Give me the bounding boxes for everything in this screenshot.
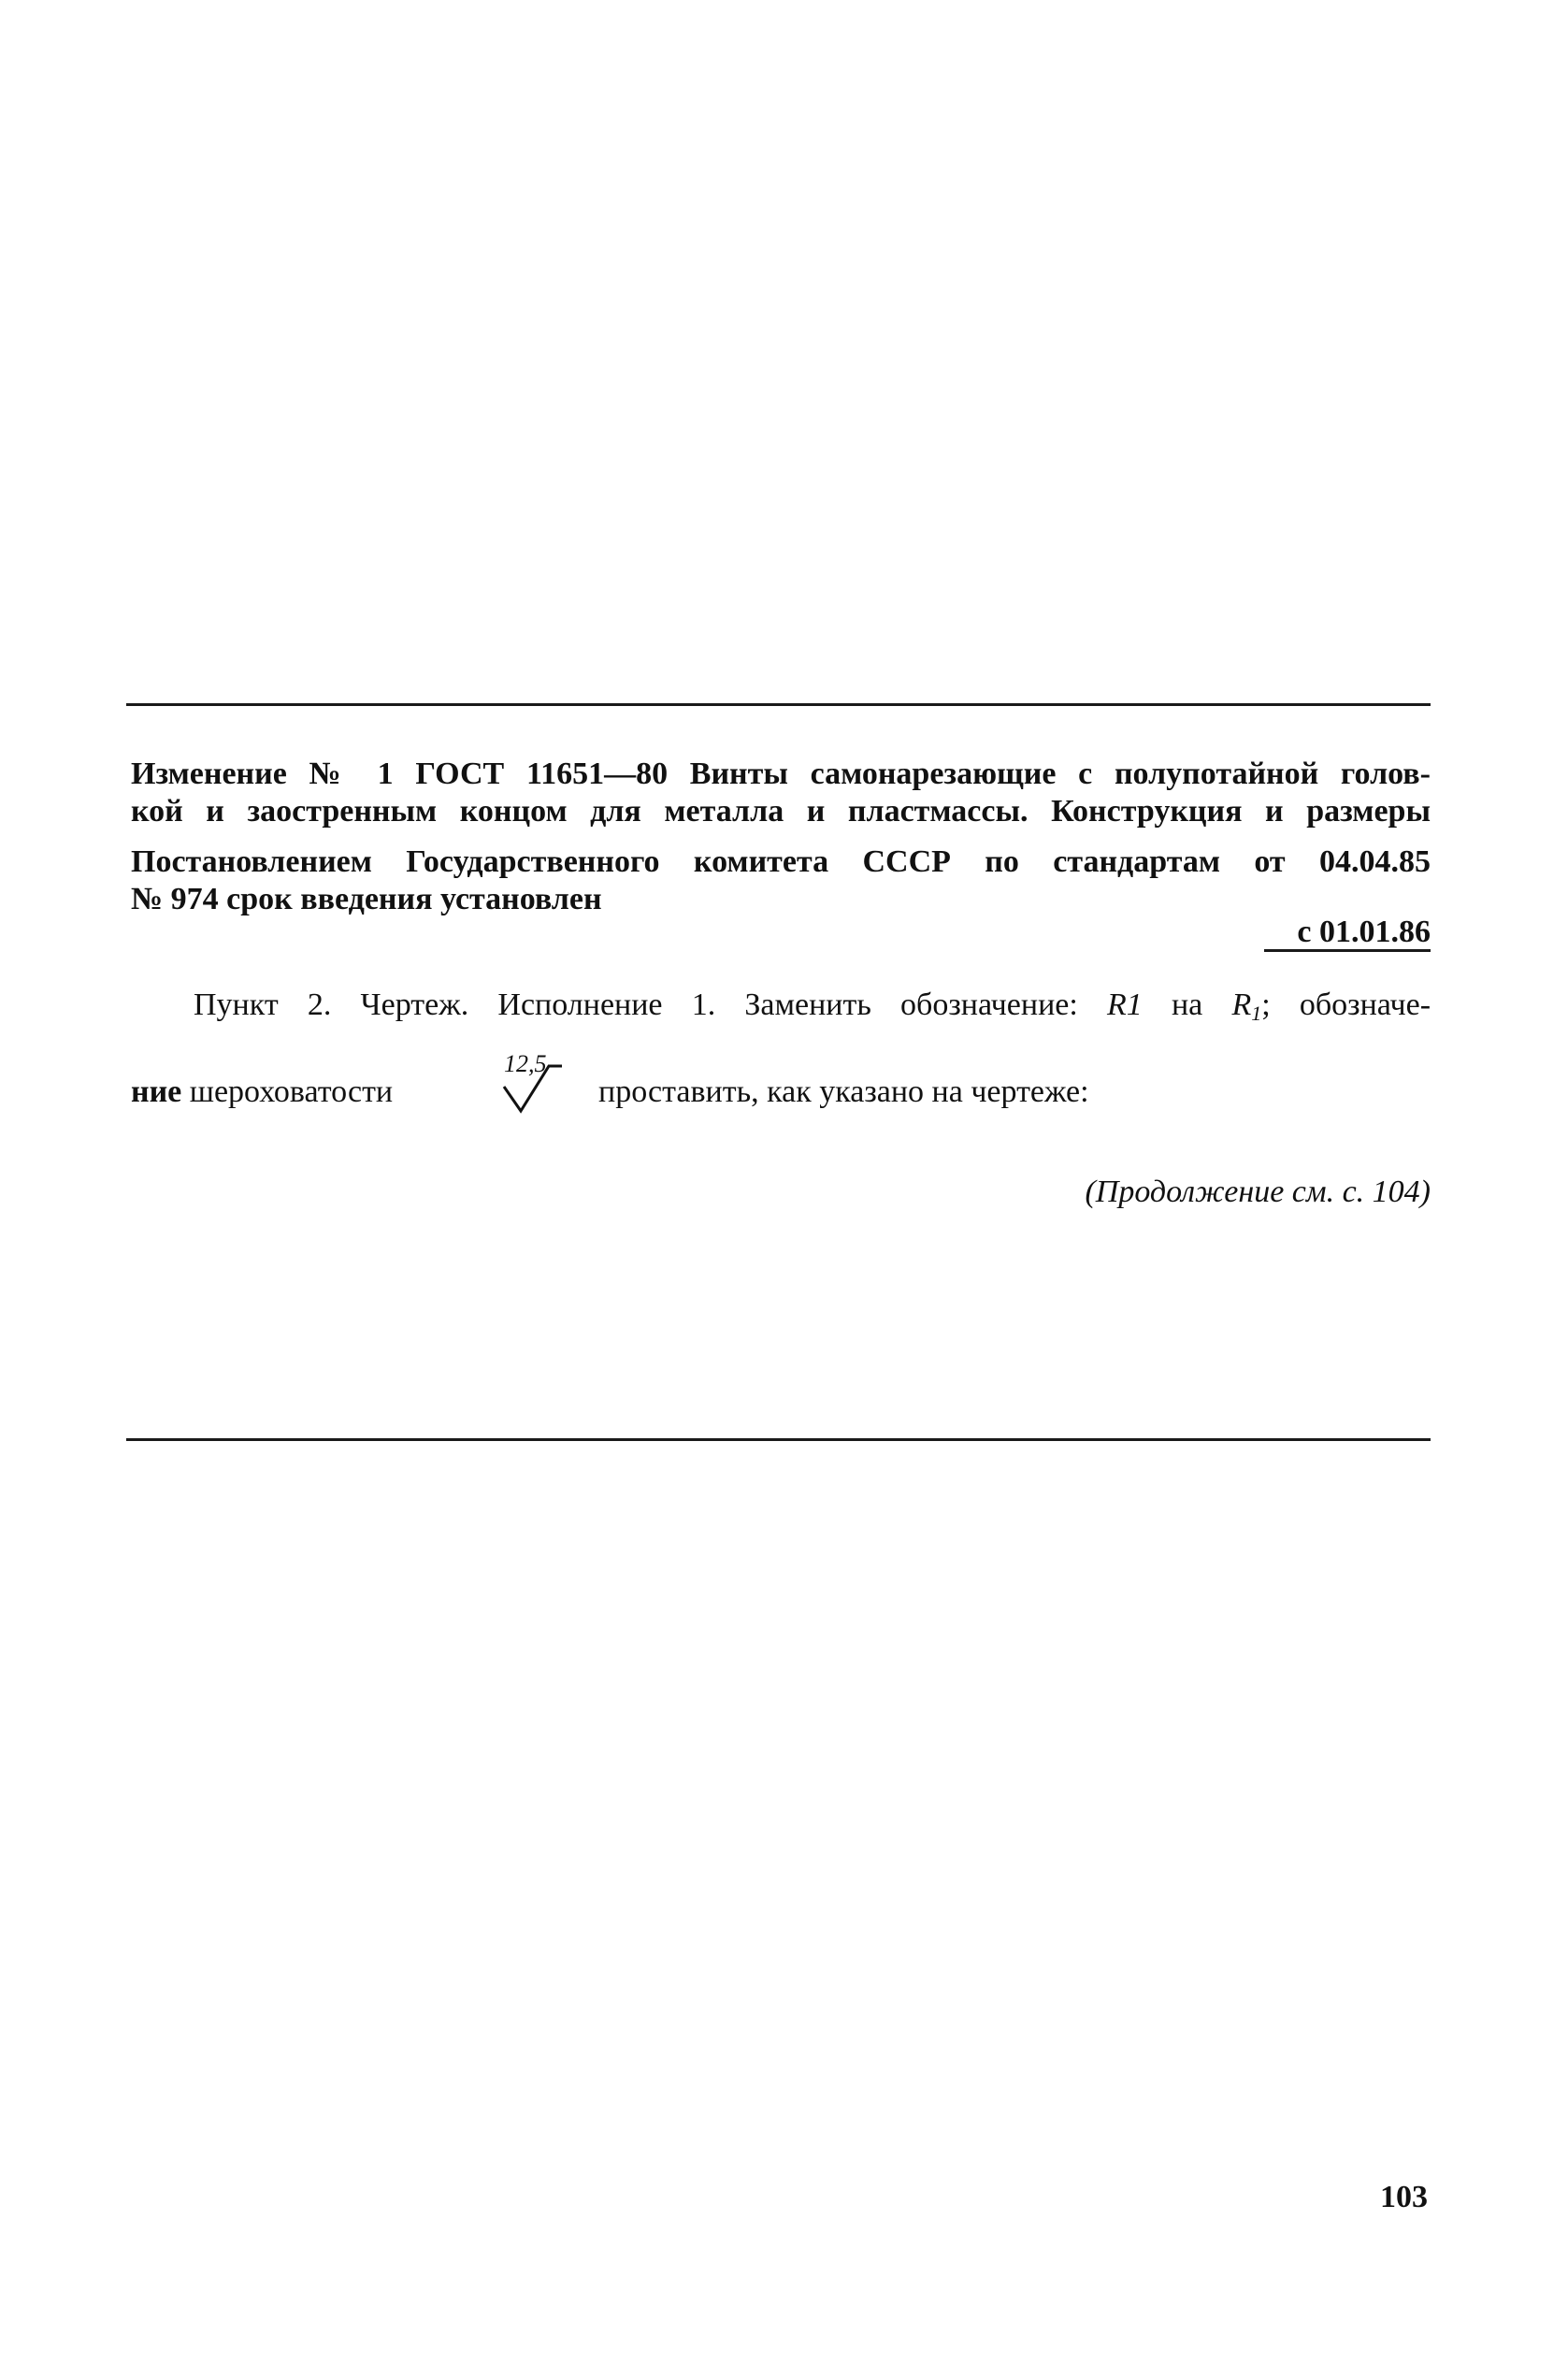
roughness-label: ние шероховатости [131,1074,394,1109]
effective-date: с 01.01.86 [1297,915,1431,949]
paragraph-on: на [1171,987,1203,1022]
effective-date-underline [1264,949,1431,952]
decree-line-2: № 974 срок введения установлен [131,882,602,916]
designation-to: $R_1$ [1231,987,1262,1025]
decree-line-1: Постановлением Государственного комитета СССР по стандартам от 04.04.85 [131,844,1431,879]
paragraph-lead: Пункт 2. Чертеж. Исполнение 1. Заменить обозначение: [194,987,1078,1022]
paragraph-item-2 [194,987,1431,1032]
top-rule [126,703,1431,706]
bottom-rule [126,1438,1431,1441]
designation-from: R1 [1107,987,1143,1022]
roughness-symbol-icon [491,1049,566,1117]
roughness-row [131,1050,1431,1130]
heading-line-2: кой и заостренным концом для металла и пластмассы. Конструкция и размеры [131,794,1431,829]
amendment-heading [131,756,1431,830]
page-number: 103 [1380,2180,1428,2214]
decree-text [131,843,1431,918]
heading-line-1: Изменение № 1 ГОСТ 11651—80 Винты самонарезающие с полупотайной голов- [131,757,1431,791]
roughness-instruction: проставить, как указано на чертеже: [598,1074,1089,1109]
continued-note: (Продолжение см. с. 104) [1085,1175,1431,1209]
paragraph-tail: ; обозначе- [1261,987,1431,1022]
roughness-value: 12,5 [504,1050,547,1077]
